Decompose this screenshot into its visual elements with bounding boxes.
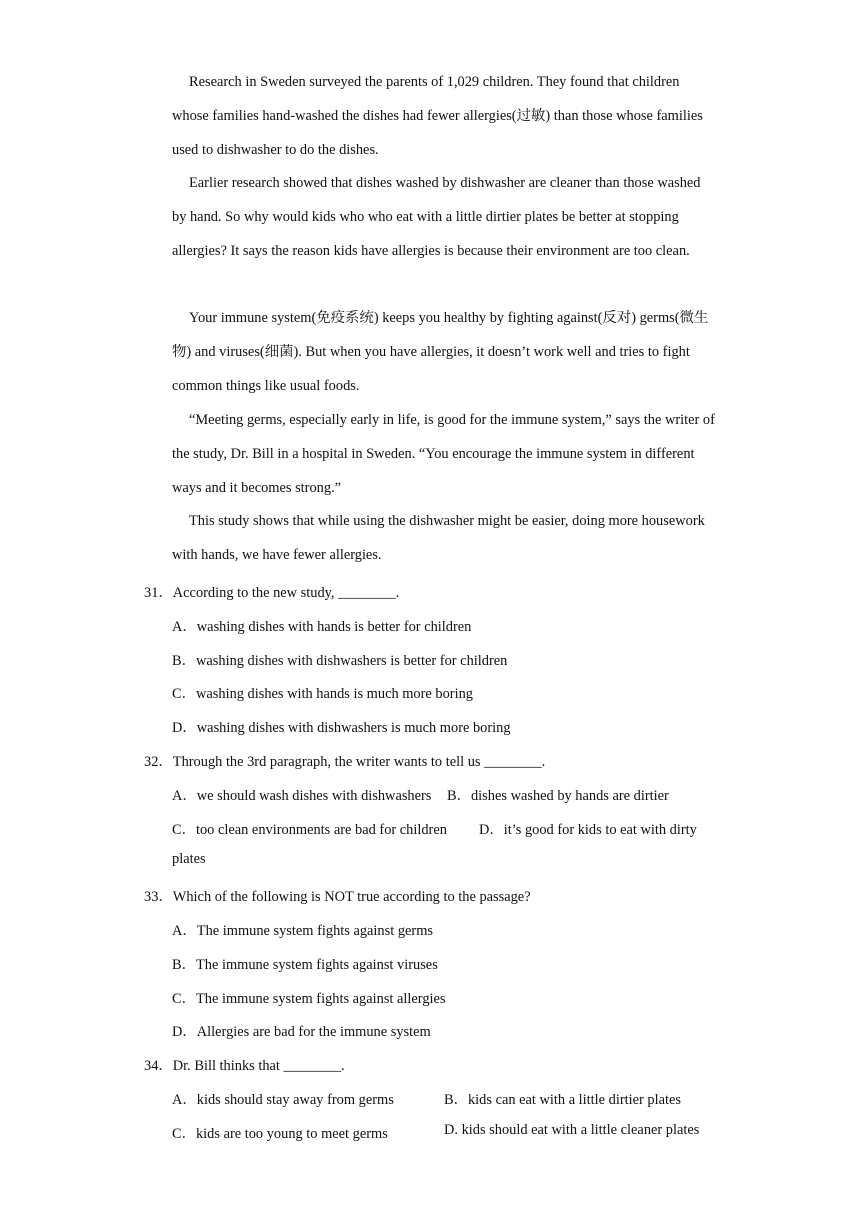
question-32-option-c[interactable]: C．too clean environments are bad for children: [172, 822, 447, 838]
passage-paragraph-1-text: Research in Sweden surveyed the parents of 1,029 children. They found that children whose families hand-washed the dishes had fewer allergies(过敏) than those whose families used to dishwasher to do the dishes.: [172, 74, 703, 158]
question-31-option-c[interactable]: C．washing dishes with hands is much more boring: [172, 686, 473, 702]
passage-paragraph-3-text: Your immune system(免疫系统) keeps you healthy by fighting against(反对) germs(微生物) and viruses(细菌). But when you have allergies, it doesn’t work well and tries to fight common things like usual foods.: [172, 310, 709, 394]
question-33-option-c[interactable]: C．The immune system fights against allergies: [172, 991, 446, 1007]
question-34-option-b[interactable]: B．kids can eat with a little dirtier plates: [444, 1092, 681, 1108]
passage-paragraph-5: [172, 505, 717, 573]
question-33-option-d[interactable]: D．Allergies are bad for the immune system: [172, 1024, 431, 1040]
question-34-stem: 34．Dr. Bill thinks that ________.: [144, 1058, 345, 1074]
passage-paragraph-2-text: Earlier research showed that dishes washed by dishwasher are cleaner than those washed by hand. So why would kids who who eat with a little dirtier plates be better at stopping allergies? It says the reason kids have allergies is because their environment are too clean.: [172, 175, 701, 259]
question-33-stem: 33．Which of the following is NOT true according to the passage?: [144, 889, 531, 905]
question-32-option-d[interactable]: D．it’s good for kids to eat with dirty: [479, 822, 697, 838]
question-32-option-b[interactable]: B．dishes washed by hands are dirtier: [447, 788, 669, 804]
question-31-option-b[interactable]: B．washing dishes with dishwashers is better for children: [172, 653, 508, 669]
question-34-option-c[interactable]: C．kids are too young to meet germs: [172, 1126, 388, 1142]
passage-paragraph-5-text: This study shows that while using the dishwasher might be easier, doing more housework with hands, we have fewer allergies.: [172, 513, 705, 563]
passage-paragraph-4: [172, 404, 717, 505]
question-34-option-d[interactable]: D. kids should eat with a little cleaner plates: [444, 1122, 700, 1138]
question-32-stem: 32．Through the 3rd paragraph, the writer wants to tell us ________.: [144, 754, 546, 770]
question-32-option-d-continued: plates: [172, 851, 206, 867]
passage-paragraph-4-text: “Meeting germs, especially early in life, is good for the immune system,” says the writer of the study, Dr. Bill in a hospital in Sweden. “You encourage the immune system in different ways and it becomes strong.”: [172, 412, 715, 496]
question-33-option-b[interactable]: B．The immune system fights against viruses: [172, 957, 438, 973]
passage-paragraph-2: [172, 167, 717, 268]
question-32-option-a[interactable]: A．we should wash dishes with dishwashers: [172, 788, 432, 804]
passage-paragraph-3: [172, 302, 717, 403]
question-31-stem: 31．According to the new study, ________.: [144, 585, 400, 601]
question-31-option-d[interactable]: D．washing dishes with dishwashers is much more boring: [172, 720, 511, 736]
question-33-option-a[interactable]: A．The immune system fights against germs: [172, 923, 433, 939]
passage-paragraph-1: [172, 66, 717, 167]
question-34-option-a[interactable]: A．kids should stay away from germs: [172, 1092, 394, 1108]
question-31-option-a[interactable]: A．washing dishes with hands is better for children: [172, 619, 472, 635]
